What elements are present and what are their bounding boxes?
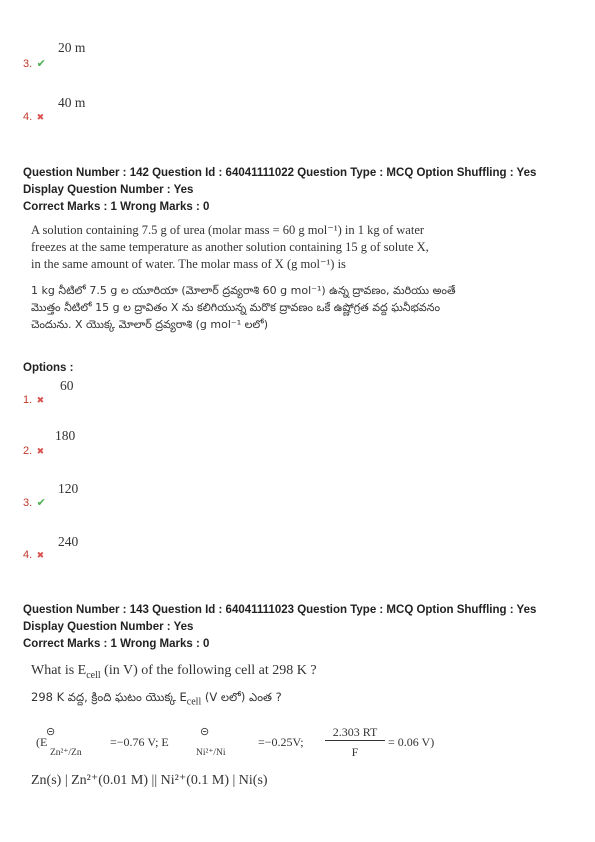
standard-state-symbol: ⊝ bbox=[46, 726, 56, 738]
option-number: 2. bbox=[23, 445, 33, 457]
option-3-label bbox=[23, 493, 46, 511]
option-2-text: 180 bbox=[55, 428, 76, 443]
question-text-te: 1 kg నీటిలో 7.5 g ల యూరియా (మోలార్ ద్రవ్యరాశి 60 g mol⁻¹) ఉన్న ద్రావణం, మరియు అంతే మొత్తం నీటిలో 15 g ల ద్రావితం X ను కలిగియున్న మరొక ద్రావణం ఒకే ఉష్ణోగ్రత వద్ద ఘనీభవనం చెందును. X యొక్క మోలార్ ద్రవ్యరాశి (g mol⁻¹ లలో) bbox=[31, 284, 456, 331]
check-icon: ✔ bbox=[36, 58, 46, 70]
option-number: 3. bbox=[23, 58, 33, 70]
standard-state-symbol: ⊝ bbox=[200, 726, 210, 738]
option-1-text: 60 bbox=[60, 378, 74, 393]
question-text-te: 298 K వద్ద, క్రింది ఘటం యొక్క $E_{cell}$ (V లలో) ఎంత ? bbox=[31, 690, 282, 708]
option-number: 4. bbox=[23, 111, 33, 123]
option-3-label bbox=[23, 54, 46, 72]
option-4-text: 40 m bbox=[58, 95, 86, 110]
option-3-text: 120 bbox=[58, 481, 79, 496]
options-label: Options : bbox=[23, 362, 74, 374]
option-number: 1. bbox=[23, 394, 33, 406]
question-text-en: A solution containing 7.5 g of urea (molar mass = 60 g mol⁻¹) in 1 kg of water freezes at the same temperature as another solution containing 15 g of solute X, in the same amount of water. The molar mass of X (g mol⁻¹) is bbox=[31, 223, 429, 271]
equation-standard-potentials: (E ⊝ Zn²⁺/Zn =−0.76 V; E ⊝ Ni²⁺/Ni =−0.25V; 2.303 RT F = 0.06 V) bbox=[36, 725, 435, 759]
option-4-text: 240 bbox=[58, 534, 79, 549]
cross-icon: ✖ bbox=[36, 112, 45, 122]
cross-icon: ✖ bbox=[36, 446, 45, 456]
option-4-label bbox=[23, 107, 44, 125]
option-number: 3. bbox=[23, 497, 33, 509]
cross-icon: ✖ bbox=[36, 395, 45, 405]
option-number: 4. bbox=[23, 549, 33, 561]
option-4-label bbox=[23, 545, 44, 563]
cell-notation: Zn(s) | Zn²⁺(0.01 M) || Ni²⁺(0.1 M) | Ni(s) bbox=[31, 773, 268, 788]
option-3-text: 20 m bbox=[58, 40, 86, 55]
question-text-en: What is $E_{cell}$ (in V) of the following cell at 298 K ? bbox=[31, 663, 317, 681]
fraction-numerator: 2.303 RT bbox=[325, 725, 385, 741]
question-meta-143: Question Number : 143 Question Id : 64041111023 Question Type : MCQ Option Shuffling : Yes Display Question Number : Yes Correct Marks : 1 Wrong Marks : 0 bbox=[23, 604, 537, 650]
cross-icon: ✖ bbox=[36, 550, 45, 560]
check-icon: ✔ bbox=[36, 497, 46, 509]
option-2-label bbox=[23, 441, 44, 459]
option-1-label bbox=[23, 390, 44, 408]
question-meta-142: Question Number : 142 Question Id : 64041111022 Question Type : MCQ Option Shuffling : Yes Display Question Number : Yes Correct Marks : 1 Wrong Marks : 0 bbox=[23, 167, 537, 213]
fraction-denominator: F bbox=[351, 745, 359, 759]
